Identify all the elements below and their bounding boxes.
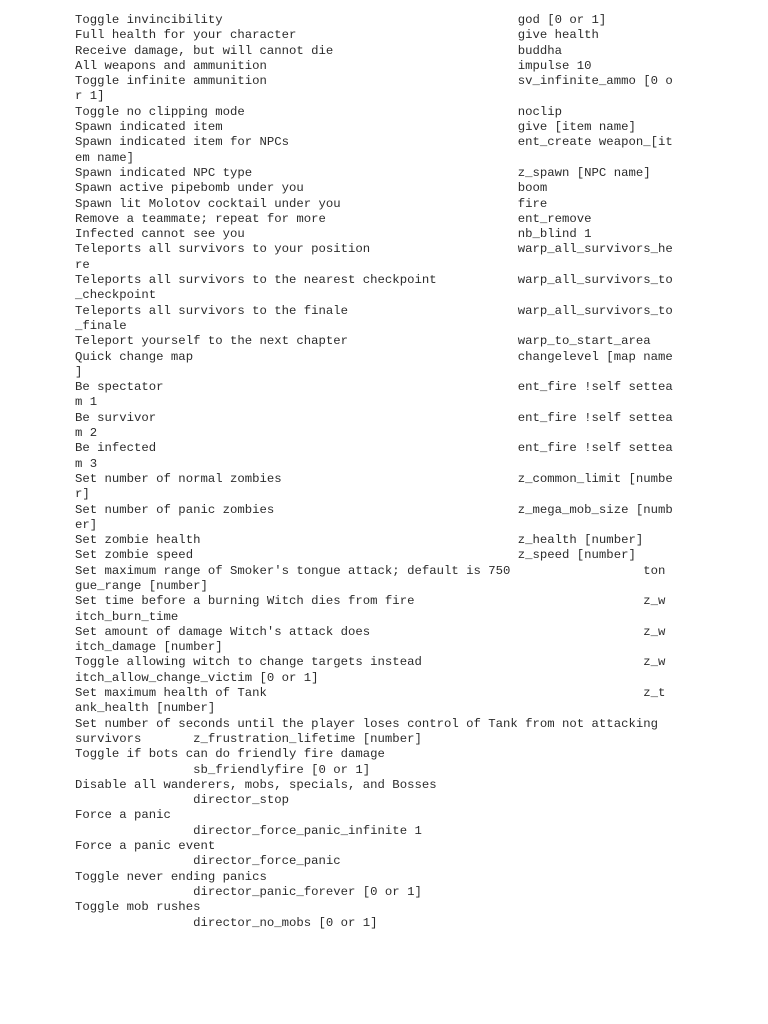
document-line: Set zombie health z_health [number] (75, 533, 644, 548)
document-line: Set zombie speed z_speed [number] (75, 548, 636, 563)
document-line: Toggle no clipping mode noclip (75, 104, 563, 119)
document-line: Quick change map changelevel [map name (75, 349, 673, 364)
document-line: Spawn indicated NPC type z_spawn [NPC name] (75, 165, 651, 180)
document-line: _checkpoint (75, 288, 157, 303)
document-line: Set maximum range of Smoker's tongue attack; default is 750 ton (75, 563, 666, 578)
document-line: Toggle infinite ammunition sv_infinite_ammo [0 o (75, 74, 673, 89)
document-line: Force a panic event (75, 839, 216, 854)
document-line: Set maximum health of Tank z_t (75, 686, 666, 701)
document-line: Set number of panic zombies z_mega_mob_size [numb (75, 502, 673, 517)
document-line: survivors z_frustration_lifetime [number] (75, 731, 422, 746)
document-line: director_force_panic (75, 854, 341, 869)
document-line: m 3 (75, 456, 98, 471)
document-line: re (75, 257, 90, 272)
document-line: m 2 (75, 426, 98, 441)
document-line: Toggle never ending panics (75, 869, 267, 884)
document-line: m 1 (75, 395, 98, 410)
document-line: Set number of normal zombies z_common_limit [numbe (75, 471, 673, 486)
document-line: sb_friendlyfire [0 or 1] (75, 762, 371, 777)
document-line: Teleports all survivors to the nearest checkpoint warp_all_survivors_to (75, 273, 673, 288)
document-line: itch_damage [number] (75, 640, 223, 655)
document-line: Spawn indicated item for NPCs ent_create weapon_[it (75, 135, 673, 150)
document-line: Set amount of damage Witch's attack does z_w (75, 624, 666, 639)
document-line: Infected cannot see you nb_blind 1 (75, 227, 592, 242)
document-line: Teleports all survivors to the finale warp_all_survivors_to (75, 303, 673, 318)
document-line: r] (75, 487, 90, 502)
document-line: director_panic_forever [0 or 1] (75, 884, 422, 899)
document-line: Toggle invincibility god [0 or 1] (75, 13, 607, 27)
document-line: Teleport yourself to the next chapter warp_to_start_area (75, 334, 651, 349)
document-line: Toggle if bots can do friendly fire damage (75, 747, 385, 762)
document-line: All weapons and ammunition impulse 10 (75, 58, 592, 73)
document-line: Full health for your character give health (75, 28, 599, 43)
document-line: Set time before a burning Witch dies from fire z_w (75, 594, 666, 609)
document-line: Remove a teammate; repeat for more ent_remove (75, 211, 592, 226)
document-line: itch_allow_change_victim [0 or 1] (75, 670, 319, 685)
document-line: er] (75, 517, 98, 532)
document-line: Toggle mob rushes (75, 900, 201, 915)
document-line: r 1] (75, 89, 105, 104)
document-line: Spawn lit Molotov cocktail under you fire (75, 196, 548, 211)
document-line: Be spectator ent_fire !self settea (75, 380, 673, 395)
document-line: director_no_mobs [0 or 1] (75, 915, 378, 930)
document-line: Teleports all survivors to your position warp_all_survivors_he (75, 242, 673, 257)
document-line: ank_health [number] (75, 701, 216, 716)
document-line: Be infected ent_fire !self settea (75, 441, 673, 456)
document-line: em name] (75, 150, 135, 165)
document-line: Spawn active pipebomb under you boom (75, 181, 548, 196)
document-line: Receive damage, but will cannot die buddha (75, 43, 563, 58)
document-line: ] (75, 364, 83, 379)
document-line: Toggle allowing witch to change targets instead z_w (75, 655, 666, 670)
document-line: Disable all wanderers, mobs, specials, and Bosses (75, 777, 437, 792)
document-line: Set number of seconds until the player loses control of Tank from not attacking (75, 716, 658, 731)
document-line: Be survivor ent_fire !self settea (75, 410, 673, 425)
document-line: Force a panic (75, 808, 171, 823)
document-line: itch_burn_time (75, 609, 179, 624)
document-line: Spawn indicated item give [item name] (75, 120, 636, 135)
document-line: director_stop (75, 793, 290, 808)
document-line: _finale (75, 318, 127, 333)
document-line: gue_range [number] (75, 578, 208, 593)
document-line: director_force_panic_infinite 1 (75, 823, 422, 838)
console-commands-document (75, 13, 695, 931)
